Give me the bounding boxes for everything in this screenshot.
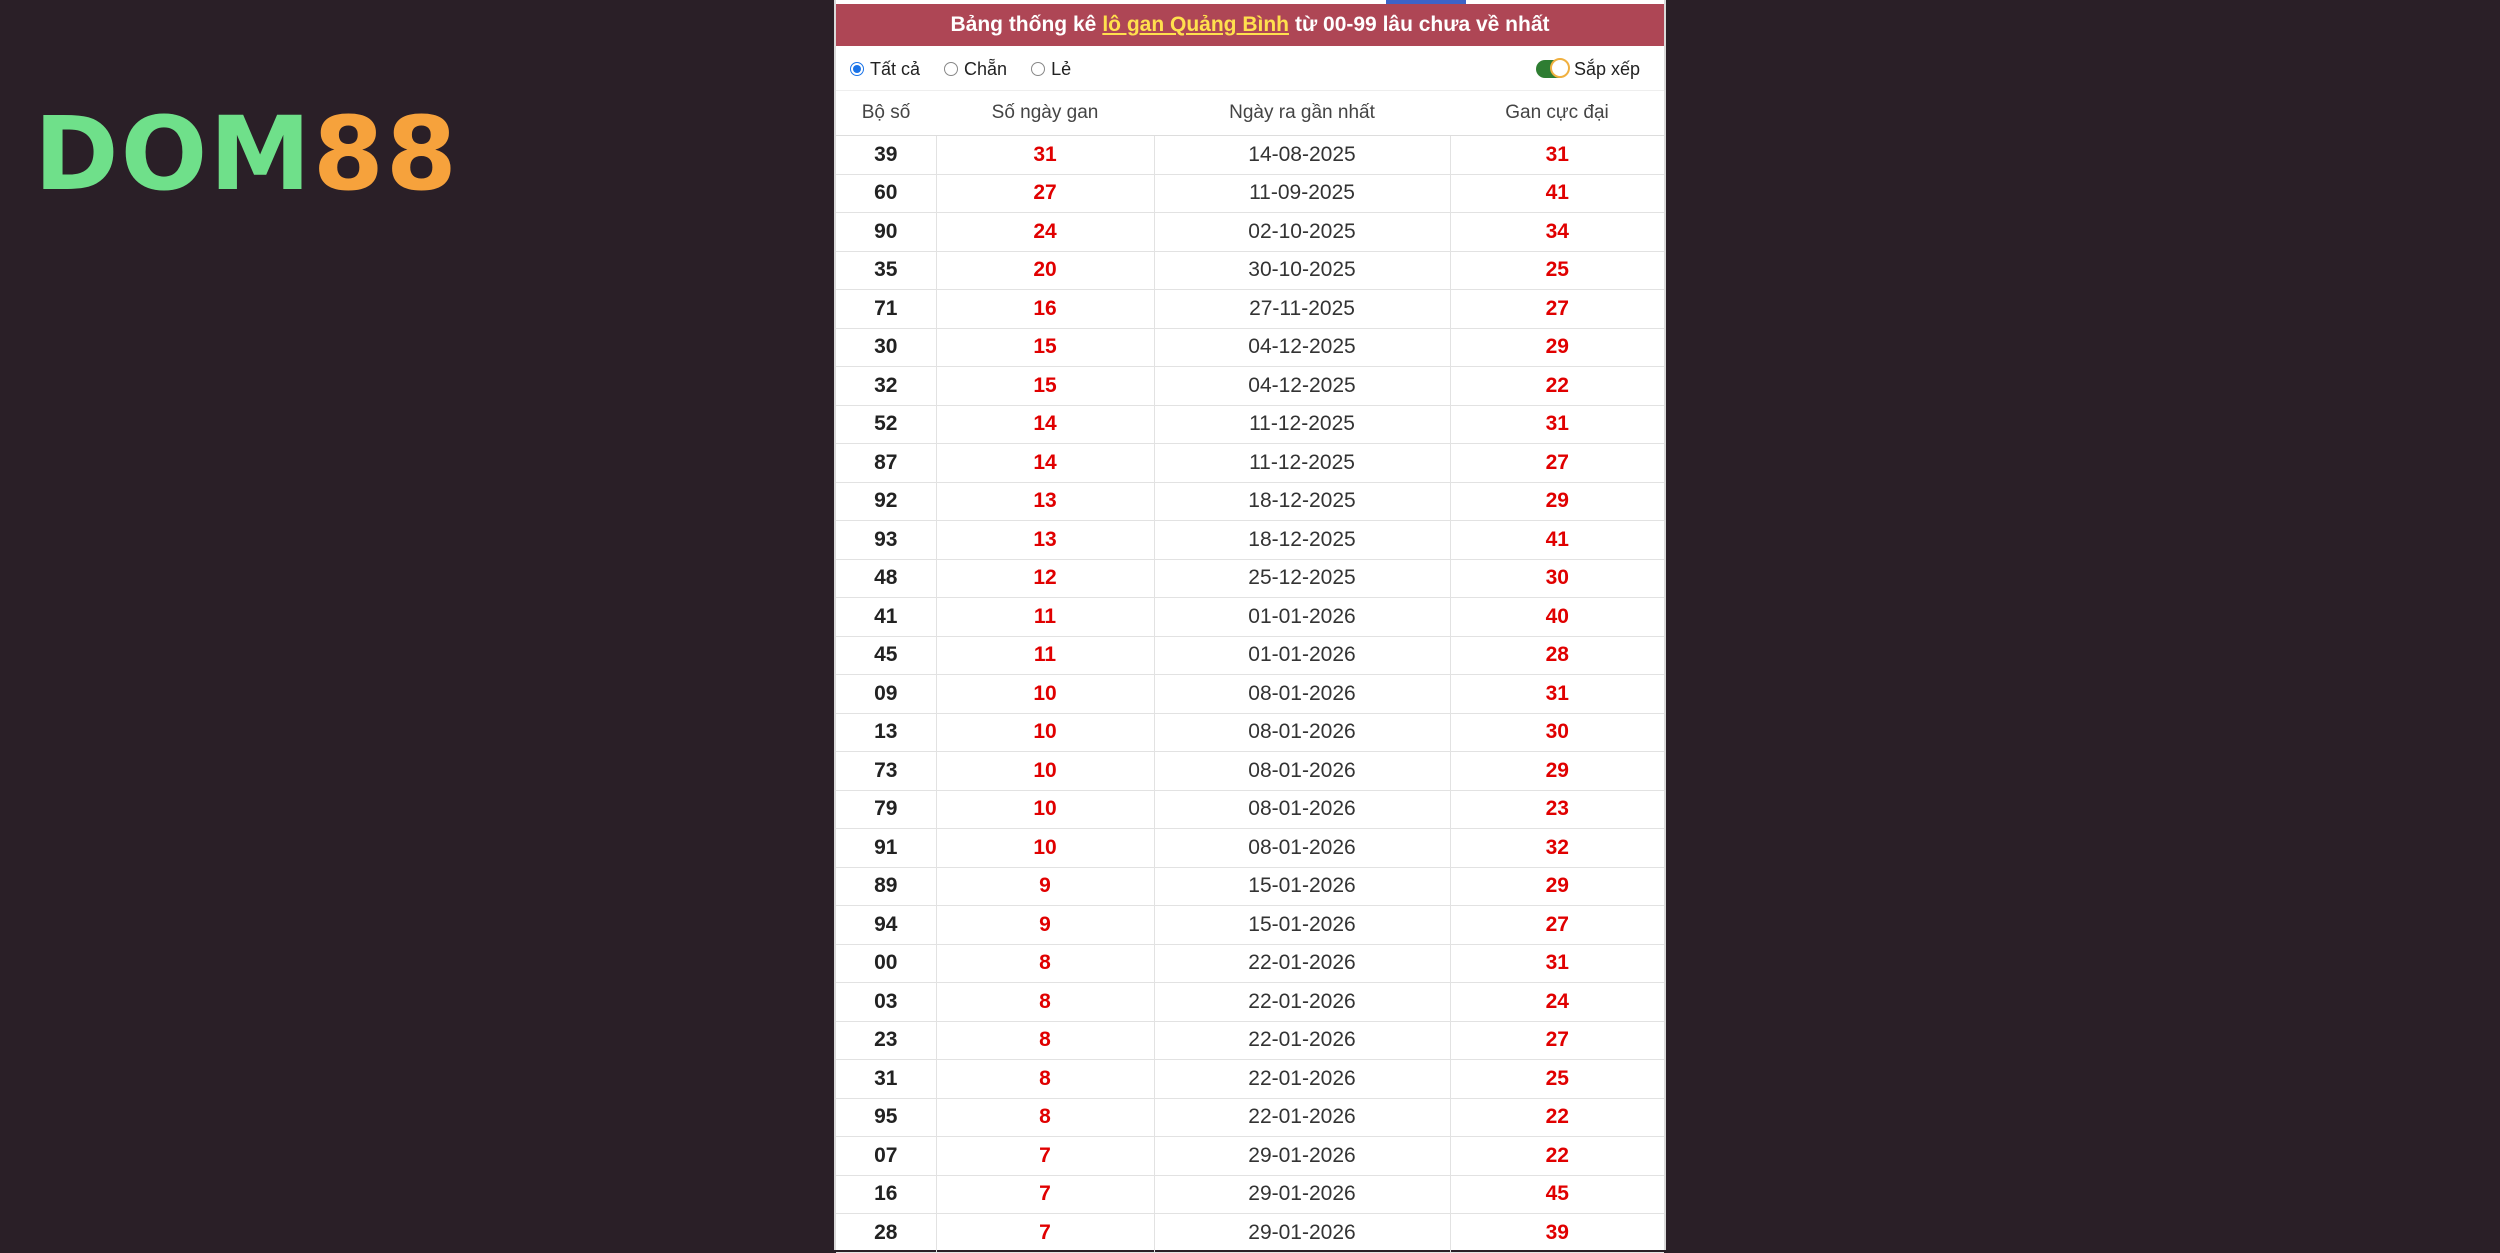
cell-last-date: 22-01-2026 <box>1154 983 1450 1022</box>
cell-gan-days: 7 <box>936 1214 1154 1253</box>
table-row <box>836 405 1664 444</box>
filter-even-label: Chẵn <box>964 58 1008 79</box>
cell-gan-days: 10 <box>936 829 1154 868</box>
cell-last-date: 08-01-2026 <box>1154 675 1450 714</box>
cell-last-date: 29-01-2026 <box>1154 1137 1450 1176</box>
filter-odd-label: Lẻ <box>1051 58 1072 79</box>
cell-last-date: 18-12-2025 <box>1154 521 1450 560</box>
cell-number: 16 <box>836 1175 936 1214</box>
cell-max-gan: 29 <box>1450 328 1664 367</box>
cell-number: 48 <box>836 559 936 598</box>
table-row <box>836 1137 1664 1176</box>
table-row <box>836 174 1664 213</box>
cell-number: 35 <box>836 251 936 290</box>
cell-last-date: 08-01-2026 <box>1154 752 1450 791</box>
table-row <box>836 675 1664 714</box>
cell-number: 95 <box>836 1098 936 1137</box>
cell-gan-days: 10 <box>936 713 1154 752</box>
cell-gan-days: 14 <box>936 405 1154 444</box>
filter-odd-radio[interactable] <box>1031 59 1071 80</box>
cell-last-date: 14-08-2025 <box>1154 136 1450 175</box>
cell-max-gan: 25 <box>1450 1060 1664 1099</box>
cell-max-gan: 29 <box>1450 752 1664 791</box>
cell-last-date: 08-01-2026 <box>1154 790 1450 829</box>
stats-panel <box>834 0 1666 1250</box>
cell-max-gan: 22 <box>1450 1098 1664 1137</box>
cell-number: 92 <box>836 482 936 521</box>
cell-gan-days: 10 <box>936 790 1154 829</box>
column-header[interactable]: Bộ số <box>836 91 936 136</box>
table-row <box>836 482 1664 521</box>
cell-number: 91 <box>836 829 936 868</box>
cell-max-gan: 31 <box>1450 136 1664 175</box>
toggle-knob <box>1550 58 1570 78</box>
table-row <box>836 1060 1664 1099</box>
cell-gan-days: 24 <box>936 213 1154 252</box>
table-row <box>836 136 1664 175</box>
cell-number: 52 <box>836 405 936 444</box>
table-row <box>836 1214 1664 1253</box>
cell-last-date: 15-01-2026 <box>1154 867 1450 906</box>
radio-dot[interactable] <box>850 62 864 76</box>
table-row <box>836 906 1664 945</box>
cell-gan-days: 15 <box>936 328 1154 367</box>
cell-gan-days: 8 <box>936 1021 1154 1060</box>
cell-gan-days: 7 <box>936 1175 1154 1214</box>
cell-gan-days: 27 <box>936 174 1154 213</box>
table-row <box>836 752 1664 791</box>
column-header[interactable]: Số ngày gan <box>936 91 1154 136</box>
cell-gan-days: 8 <box>936 944 1154 983</box>
cell-max-gan: 27 <box>1450 444 1664 483</box>
cell-number: 45 <box>836 636 936 675</box>
cell-last-date: 01-01-2026 <box>1154 636 1450 675</box>
cell-gan-days: 13 <box>936 482 1154 521</box>
cell-last-date: 18-12-2025 <box>1154 482 1450 521</box>
cell-max-gan: 29 <box>1450 482 1664 521</box>
cell-max-gan: 31 <box>1450 675 1664 714</box>
cell-last-date: 27-11-2025 <box>1154 290 1450 329</box>
logo-text-dom: DOM <box>34 95 313 214</box>
cell-last-date: 04-12-2025 <box>1154 367 1450 406</box>
cell-number: 13 <box>836 713 936 752</box>
table-row <box>836 559 1664 598</box>
cell-last-date: 01-01-2026 <box>1154 598 1450 637</box>
cell-last-date: 22-01-2026 <box>1154 1021 1450 1060</box>
cell-max-gan: 39 <box>1450 1214 1664 1253</box>
table-row <box>836 944 1664 983</box>
cell-last-date: 15-01-2026 <box>1154 906 1450 945</box>
cell-last-date: 29-01-2026 <box>1154 1175 1450 1214</box>
cell-max-gan: 22 <box>1450 367 1664 406</box>
cell-number: 60 <box>836 174 936 213</box>
cell-gan-days: 14 <box>936 444 1154 483</box>
logo-text-88: 88 <box>312 95 459 214</box>
cell-max-gan: 27 <box>1450 290 1664 329</box>
table-row <box>836 790 1664 829</box>
cell-gan-days: 8 <box>936 1098 1154 1137</box>
sort-label: Sắp xếp <box>1573 58 1640 79</box>
cell-max-gan: 22 <box>1450 1137 1664 1176</box>
cell-max-gan: 28 <box>1450 636 1664 675</box>
sort-toggle[interactable] <box>1536 59 1640 80</box>
header-prefix: Bảng thống kê <box>950 13 1097 36</box>
radio-dot[interactable] <box>944 62 958 76</box>
cell-gan-days: 9 <box>936 867 1154 906</box>
cell-max-gan: 31 <box>1450 944 1664 983</box>
cell-gan-days: 8 <box>936 1060 1154 1099</box>
cell-max-gan: 27 <box>1450 906 1664 945</box>
cell-number: 79 <box>836 790 936 829</box>
cell-max-gan: 27 <box>1450 1021 1664 1060</box>
cell-number: 90 <box>836 213 936 252</box>
cell-gan-days: 12 <box>936 559 1154 598</box>
cell-max-gan: 40 <box>1450 598 1664 637</box>
cell-last-date: 11-12-2025 <box>1154 444 1450 483</box>
cell-gan-days: 13 <box>936 521 1154 560</box>
table-row <box>836 213 1664 252</box>
cell-last-date: 22-01-2026 <box>1154 1098 1450 1137</box>
column-header[interactable]: Ngày ra gần nhất <box>1154 91 1450 136</box>
cell-max-gan: 41 <box>1450 174 1664 213</box>
cell-number: 73 <box>836 752 936 791</box>
cell-last-date: 08-01-2026 <box>1154 713 1450 752</box>
cell-number: 07 <box>836 1137 936 1176</box>
cell-number: 94 <box>836 906 936 945</box>
cell-number: 09 <box>836 675 936 714</box>
cell-max-gan: 34 <box>1450 213 1664 252</box>
cell-number: 41 <box>836 598 936 637</box>
table-row <box>836 328 1664 367</box>
table-row <box>836 1021 1664 1060</box>
column-header[interactable]: Gan cực đại <box>1450 91 1664 136</box>
header-suffix: từ 00-99 lâu chưa về nhất <box>1294 13 1550 36</box>
table-row <box>836 444 1664 483</box>
cell-max-gan: 24 <box>1450 983 1664 1022</box>
cell-last-date: 22-01-2026 <box>1154 944 1450 983</box>
cell-number: 39 <box>836 136 936 175</box>
cell-number: 93 <box>836 521 936 560</box>
cell-number: 28 <box>836 1214 936 1253</box>
cell-gan-days: 10 <box>936 752 1154 791</box>
table-row <box>836 867 1664 906</box>
cell-max-gan: 30 <box>1450 559 1664 598</box>
table-header-bar <box>836 4 1664 46</box>
toggle-switch[interactable] <box>1536 60 1568 78</box>
cell-last-date: 08-01-2026 <box>1154 829 1450 868</box>
cell-max-gan: 29 <box>1450 867 1664 906</box>
cell-last-date: 02-10-2025 <box>1154 213 1450 252</box>
table-row <box>836 829 1664 868</box>
cell-number: 00 <box>836 944 936 983</box>
cell-last-date: 11-09-2025 <box>1154 174 1450 213</box>
cell-last-date: 30-10-2025 <box>1154 251 1450 290</box>
cell-max-gan: 25 <box>1450 251 1664 290</box>
cell-last-date: 22-01-2026 <box>1154 1060 1450 1099</box>
dom88-logo <box>34 95 459 214</box>
filter-bar <box>836 50 1664 88</box>
cell-number: 89 <box>836 867 936 906</box>
cell-gan-days: 11 <box>936 598 1154 637</box>
table-row <box>836 521 1664 560</box>
table-row <box>836 636 1664 675</box>
cell-gan-days: 9 <box>936 906 1154 945</box>
cell-gan-days: 20 <box>936 251 1154 290</box>
cell-number: 87 <box>836 444 936 483</box>
table-row <box>836 251 1664 290</box>
cell-gan-days: 7 <box>936 1137 1154 1176</box>
cell-gan-days: 11 <box>936 636 1154 675</box>
filter-all-label: Tất cả <box>870 58 921 79</box>
cell-number: 31 <box>836 1060 936 1099</box>
table-row <box>836 1175 1664 1214</box>
cell-number: 32 <box>836 367 936 406</box>
header-link[interactable]: lô gan Quảng Bình <box>1102 13 1289 36</box>
table-row <box>836 983 1664 1022</box>
filter-all-radio[interactable] <box>850 59 920 80</box>
cell-gan-days: 15 <box>936 367 1154 406</box>
table-header-row <box>836 91 1664 136</box>
table-row <box>836 367 1664 406</box>
cell-last-date: 11-12-2025 <box>1154 405 1450 444</box>
table-row <box>836 598 1664 637</box>
cell-number: 23 <box>836 1021 936 1060</box>
stats-table <box>836 90 1664 1253</box>
radio-dot[interactable] <box>1031 62 1045 76</box>
table-row <box>836 1098 1664 1137</box>
cell-number: 30 <box>836 328 936 367</box>
cell-max-gan: 45 <box>1450 1175 1664 1214</box>
cell-max-gan: 41 <box>1450 521 1664 560</box>
table-row <box>836 713 1664 752</box>
cell-max-gan: 30 <box>1450 713 1664 752</box>
cell-gan-days: 10 <box>936 675 1154 714</box>
table-body <box>836 136 1664 1253</box>
cell-max-gan: 32 <box>1450 829 1664 868</box>
cell-last-date: 25-12-2025 <box>1154 559 1450 598</box>
cell-last-date: 04-12-2025 <box>1154 328 1450 367</box>
cell-gan-days: 31 <box>936 136 1154 175</box>
cell-max-gan: 23 <box>1450 790 1664 829</box>
cell-gan-days: 8 <box>936 983 1154 1022</box>
cell-number: 03 <box>836 983 936 1022</box>
filter-even-radio[interactable] <box>944 59 1007 80</box>
cell-max-gan: 31 <box>1450 405 1664 444</box>
cell-number: 71 <box>836 290 936 329</box>
table-row <box>836 290 1664 329</box>
cell-gan-days: 16 <box>936 290 1154 329</box>
cell-last-date: 29-01-2026 <box>1154 1214 1450 1253</box>
